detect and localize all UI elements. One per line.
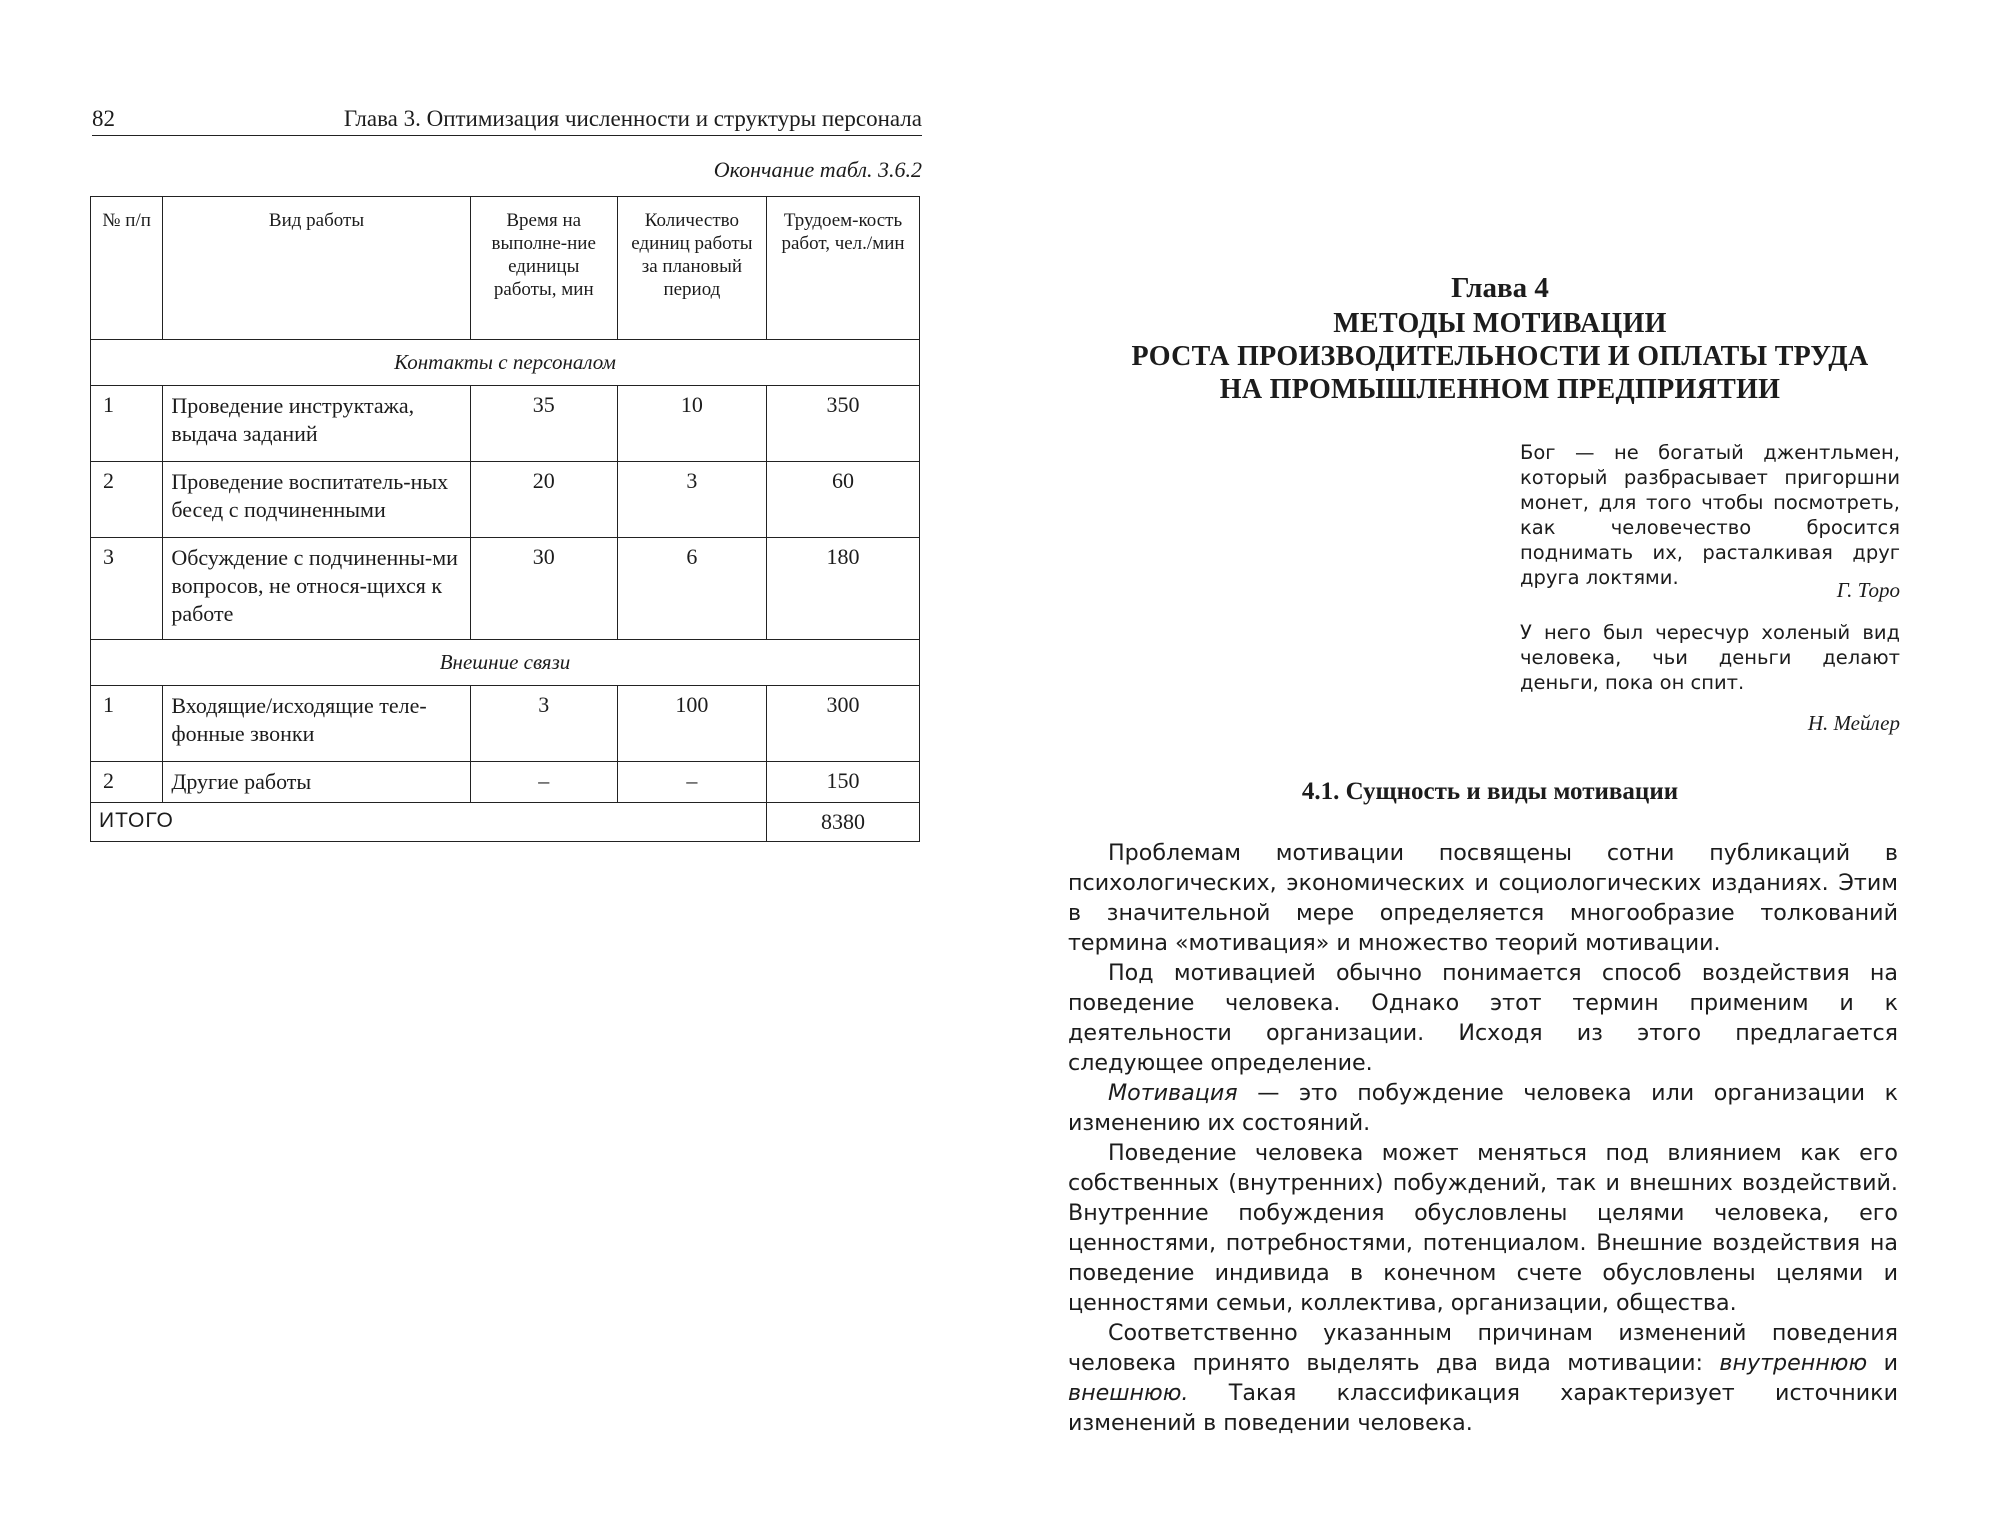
cell-labor: 60 (767, 462, 920, 538)
header-num: № п/п (91, 197, 163, 340)
paragraph-4: Поведение человека может меняться под влиянием как его собственных (внутренних) побуждений, так и внешних воздействий. Внутренние побуждения обусловлены целями человека, его ценностями, потребностями, потенциалом. Внешние воздействия на поведение индивида в конечном счете обусловлены целями и ценностями семьи, коллектива, организации, общества. (1068, 1140, 1898, 1316)
table-row (91, 386, 920, 462)
cell-labor: 350 (767, 386, 920, 462)
table-row (91, 462, 920, 538)
page-number: 82 (92, 106, 115, 131)
table-row (91, 686, 920, 762)
paragraph-5-b: Такая классификация характеризует источники изменений в поведении человека. (1068, 1380, 1898, 1436)
cell-time: 30 (470, 538, 617, 640)
paragraph-5-and: и (1867, 1350, 1898, 1376)
cell-num: 2 (91, 762, 163, 803)
cell-time: 35 (470, 386, 617, 462)
term-motivation: Мотивация (1108, 1080, 1238, 1106)
chapter-title-line-1: МЕТОДЫ МОТИВАЦИИ (1333, 308, 1667, 339)
header-task: Вид работы (163, 197, 470, 340)
epigraph-2-author: Н. Мейлер (1807, 711, 1900, 735)
cell-labor: 300 (767, 686, 920, 762)
chapter-heading (1000, 272, 2000, 406)
table-row (91, 538, 920, 640)
section-row (91, 340, 920, 386)
cell-qty: 100 (617, 686, 766, 762)
cell-task: Входящие/исходящие теле-фонные звонки (163, 686, 470, 762)
paragraph-3 (1068, 1078, 1898, 1138)
cell-num: 1 (91, 686, 163, 762)
header-qty: Количество единиц работы за плановый период (617, 197, 766, 340)
chapter-title-line-3: НА ПРОМЫШЛЕННОМ ПРЕДПРИЯТИИ (1219, 374, 1781, 405)
header-time: Время на выполне-ние единицы работы, мин (470, 197, 617, 340)
table-header-row (91, 197, 920, 340)
paragraph-1: Проблемам мотивации посвящены сотни публикаций в психологических, экономических и социологических изданиях. Этим в значительной мере определяется многообразие толкований термина «мотивация» и множество теорий мотивации. (1068, 840, 1898, 956)
cell-task: Проведение воспитатель-ных бесед с подчиненными (163, 462, 470, 538)
total-value: 8380 (767, 803, 920, 842)
epigraph-1: Бог — не богатый джентльмен, который разбрасывает пригоршни монет, для того чтобы посмотреть, как человечество бросится поднимать их, расталкивая друг друга локтями. (1520, 441, 1900, 589)
cell-qty: 3 (617, 462, 766, 538)
term-external: внешнюю. (1068, 1380, 1189, 1406)
chapter-title-line-2: РОСТА ПРОИЗВОДИТЕЛЬНОСТИ И ОПЛАТЫ ТРУДА (1131, 341, 1869, 372)
header-labor: Трудоем-кость работ, чел./мин (767, 197, 920, 340)
term-internal: внутреннюю (1719, 1350, 1868, 1376)
chapter-number: Глава 4 (1451, 272, 1549, 304)
paragraph-2: Под мотивацией обычно понимается способ воздействия на поведение человека. Однако этот термин применим и к деятельности организации. Исходя из этого предлагается следующее определение. (1068, 960, 1898, 1076)
cell-num: 3 (91, 538, 163, 640)
section-title: 4.1. Сущность и виды мотивации (1301, 778, 1679, 805)
section-external: Внешние связи (91, 640, 920, 686)
cell-labor: 150 (767, 762, 920, 803)
paragraph-3-rest: — это побуждение человека или организации к изменению их состояний. (1068, 1080, 1898, 1136)
table-caption: Окончание табл. 3.6.2 (713, 157, 922, 182)
cell-time: 3 (470, 686, 617, 762)
section-row (91, 640, 920, 686)
epigraph-2: У него был чересчур холеный вид человека, чьи деньги делают деньги, пока он спит. (1520, 621, 1900, 694)
cell-task: Обсуждение с подчиненны-ми вопросов, не относя-щихся к работе (163, 538, 470, 640)
epigraph-1-author: Г. Торо (1836, 578, 1900, 602)
cell-task: Проведение инструктажа, выдача заданий (163, 386, 470, 462)
paragraph-5-a: Соответственно указанным причинам изменений поведения человека принято выделять два вида мотивации: (1068, 1320, 1898, 1376)
cell-labor: 180 (767, 538, 920, 640)
running-head (92, 106, 922, 136)
body-text (1068, 838, 1898, 1438)
paragraph-5 (1068, 1318, 1898, 1438)
cell-num: 1 (91, 386, 163, 462)
cell-time: – (470, 762, 617, 803)
running-head-title: Глава 3. Оптимизация численности и структуры персонала (343, 106, 922, 131)
cell-num: 2 (91, 462, 163, 538)
section-contacts: Контакты с персоналом (91, 340, 920, 386)
cell-qty: 6 (617, 538, 766, 640)
cell-qty: 10 (617, 386, 766, 462)
total-row (91, 803, 920, 842)
work-table (90, 196, 920, 842)
cell-task: Другие работы (163, 762, 470, 803)
cell-time: 20 (470, 462, 617, 538)
total-label: ИТОГО (91, 803, 767, 842)
cell-qty: – (617, 762, 766, 803)
table-row (91, 762, 920, 803)
